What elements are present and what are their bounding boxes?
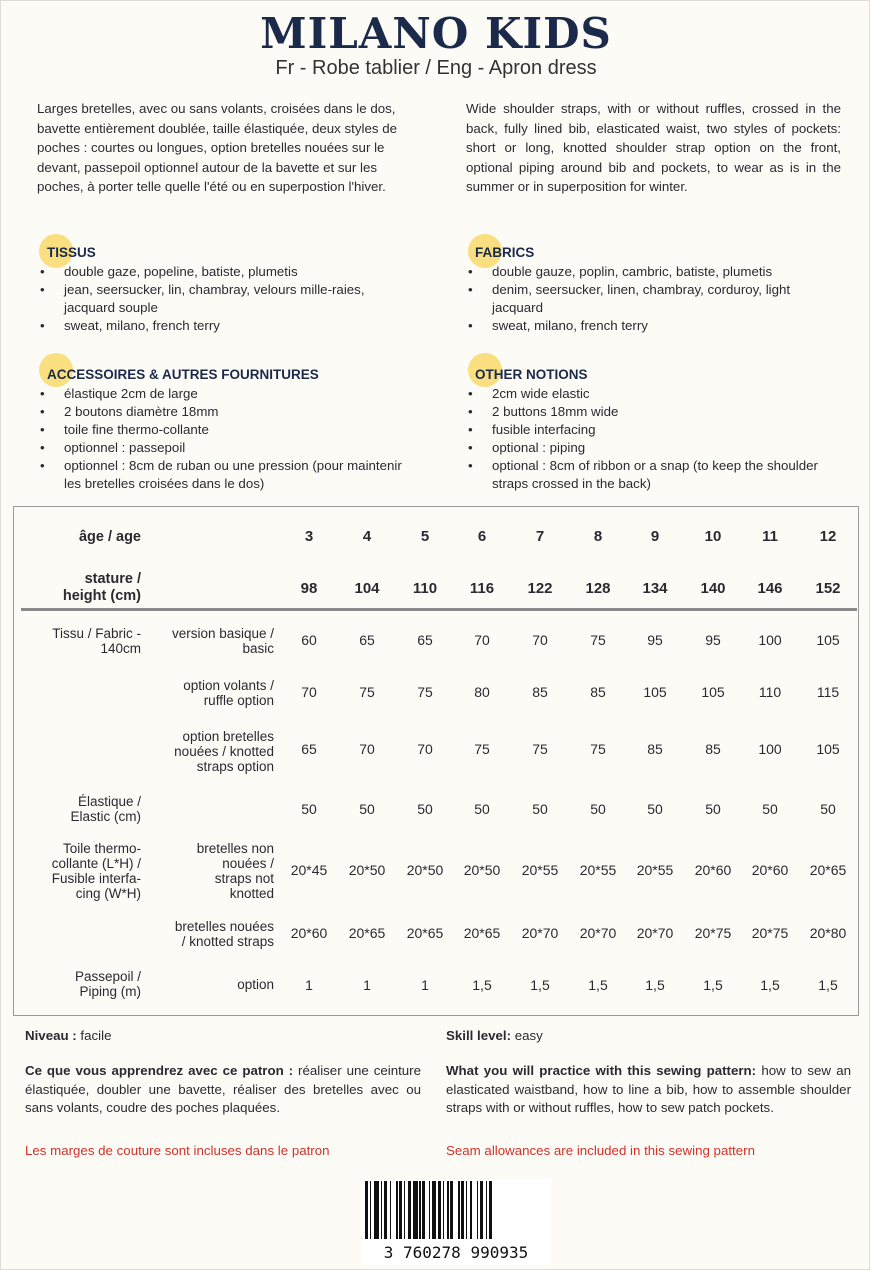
table-cell: 20*60: [694, 862, 732, 878]
age-cell: 3: [304, 528, 314, 545]
barcode-bars: [365, 1181, 547, 1239]
row-sub-label: version basique / basic: [171, 626, 274, 656]
table-cell: 50: [705, 801, 721, 817]
table-cell: 95: [705, 632, 721, 648]
table-cell: 20*75: [751, 925, 789, 941]
height-cell: 116: [469, 580, 495, 597]
table-cell: 1,5: [760, 977, 780, 993]
table-cell: 1: [305, 977, 313, 993]
table-cell: 100: [758, 741, 782, 757]
table-header-divider: [21, 608, 857, 611]
table-cell: 70: [417, 741, 433, 757]
age-cell: 12: [819, 528, 837, 545]
table-cell: 65: [359, 632, 375, 648]
age-cell: 6: [477, 528, 487, 545]
row-sub-label: option volants / ruffle option: [183, 678, 274, 708]
table-cell: 20*50: [463, 862, 501, 878]
row-group-label: Toile thermo- collante (L*H) / Fusible interfa- cing (W*H): [51, 841, 141, 901]
table-cell: 105: [816, 632, 840, 648]
age-cell: 8: [593, 528, 603, 545]
page-title: MILANO KIDS: [260, 9, 612, 58]
table-cell: 75: [532, 741, 548, 757]
table-cell: 50: [590, 801, 606, 817]
table-cell: 1,5: [703, 977, 723, 993]
table-cell: 75: [474, 741, 490, 757]
table-cell: 70: [301, 684, 317, 700]
table-cell: 20*55: [521, 862, 559, 878]
table-cell: 20*70: [521, 925, 559, 941]
table-cell: 85: [647, 741, 663, 757]
list-item: • sweat, milano, french terry: [466, 317, 841, 335]
barcode: [361, 1179, 551, 1265]
level-fr: Niveau : facile: [25, 1028, 112, 1043]
table-cell: 105: [701, 684, 725, 700]
table-cell: 20*80: [809, 925, 847, 941]
list-item: • jean, seersucker, lin, chambray, velours mille-raies, jacquard souple: [38, 281, 408, 317]
table-cell: 20*50: [348, 862, 386, 878]
table-cell: 20*60: [290, 925, 328, 941]
table-cell: 95: [647, 632, 663, 648]
table-cell: 50: [820, 801, 836, 817]
row-sub-label: option: [237, 977, 274, 992]
table-cell: 65: [417, 632, 433, 648]
age-cell: 5: [420, 528, 430, 545]
notions-en-title: OTHER NOTIONS: [475, 367, 588, 382]
age-header: âge / age: [78, 529, 141, 545]
row-sub-label: bretelles nouées / knotted straps: [174, 919, 274, 949]
table-cell: 105: [816, 741, 840, 757]
fabrics-fr-list: [38, 263, 408, 335]
list-item: • optionnel : 8cm de ruban ou une pression (pour maintenir les bretelles croisées dans le dos): [38, 457, 413, 493]
table-cell: 20*45: [290, 862, 328, 878]
intro-en: Wide shoulder straps, with or without ruffles, crossed in the back, fully lined bib, elasticated waist, two styles of pockets: short or long, knotted shoulder strap option on the front, optional piping around bib and pockets, to wear as is in the summer or in superposition for winter.: [466, 101, 841, 194]
table-cell: 65: [301, 741, 317, 757]
height-cell: 152: [815, 580, 841, 597]
table-cell: 75: [590, 741, 606, 757]
table-cell: 110: [758, 684, 782, 700]
list-item: • optional : 8cm of ribbon or a snap (to keep the shoulder straps crossed in the back): [466, 457, 841, 493]
table-cell: 105: [643, 684, 667, 700]
age-cell: 9: [650, 528, 660, 545]
barcode-number: 3 760278 990935: [383, 1243, 529, 1262]
list-item: • élastique 2cm de large: [38, 385, 413, 403]
height-cell: 110: [412, 580, 438, 597]
table-cell: 1: [421, 977, 429, 993]
list-item: • toile fine thermo-collante: [38, 421, 413, 439]
list-item: • double gauze, poplin, cambric, batiste, plumetis: [466, 263, 841, 281]
learn-en: What you will practice with this sewing pattern: how to sew an elasticated waistband, how to line a bib, how to assemble shoulder straps with or without ruffles, how to sew patch pockets.: [446, 1063, 851, 1115]
table-cell: 20*65: [809, 862, 847, 878]
table-cell: 20*55: [636, 862, 674, 878]
list-item: • 2cm wide elastic: [466, 385, 841, 403]
table-cell: 85: [590, 684, 606, 700]
list-item: • double gaze, popeline, batiste, plumetis: [38, 263, 408, 281]
fabrics-fr-title: TISSUS: [47, 245, 96, 260]
age-cell: 11: [762, 528, 778, 545]
table-cell: 85: [532, 684, 548, 700]
row-group-label: Tissu / Fabric - 140cm: [52, 626, 141, 656]
notions-fr-title: ACCESSOIRES & AUTRES FOURNITURES: [47, 367, 319, 382]
list-item: • optionnel : passepoil: [38, 439, 413, 457]
table-cell: 70: [532, 632, 548, 648]
height-cell: 140: [700, 580, 726, 597]
list-item: • 2 boutons diamètre 18mm: [38, 403, 413, 421]
row-sub-label: option bretelles nouées / knotted straps option: [174, 729, 274, 774]
table-cell: 75: [359, 684, 375, 700]
table-cell: 50: [359, 801, 375, 817]
notions-fr-list: [38, 385, 413, 493]
table-cell: 75: [590, 632, 606, 648]
table-cell: 50: [532, 801, 548, 817]
list-item: • optional : piping: [466, 439, 841, 457]
table-cell: 80: [474, 684, 490, 700]
table-cell: 50: [647, 801, 663, 817]
height-cell: 122: [527, 580, 553, 597]
age-cell: 4: [362, 528, 372, 545]
table-cell: 50: [762, 801, 778, 817]
table-cell: 70: [359, 741, 375, 757]
height-cell: 146: [757, 580, 783, 597]
table-cell: 1,5: [472, 977, 492, 993]
height-cell: 104: [354, 580, 380, 597]
level-en: Skill level: easy: [446, 1028, 543, 1043]
table-cell: 20*70: [636, 925, 674, 941]
table-cell: 20*60: [751, 862, 789, 878]
table-cell: 20*50: [406, 862, 444, 878]
table-cell: 20*70: [579, 925, 617, 941]
list-item: • fusible interfacing: [466, 421, 841, 439]
page-subtitle: Fr - Robe tablier / Eng - Apron dress: [275, 57, 597, 79]
height-cell: 98: [300, 580, 318, 597]
age-cell: 10: [704, 528, 722, 545]
height-cell: 134: [642, 580, 668, 597]
table-cell: 20*55: [579, 862, 617, 878]
row-group-label: Élastique / Elastic (cm): [70, 794, 141, 824]
table-cell: 70: [474, 632, 490, 648]
fabrics-en-title: FABRICS: [475, 245, 535, 260]
seam-note-en: Seam allowances are included in this sewing pattern: [446, 1143, 755, 1158]
table-cell: 1,5: [588, 977, 608, 993]
notions-en-list: [466, 385, 841, 493]
seam-note-fr: Les marges de couture sont incluses dans le patron: [25, 1143, 330, 1158]
height-cell: 128: [585, 580, 611, 597]
table-cell: 75: [417, 684, 433, 700]
table-cell: 50: [301, 801, 317, 817]
row-group-label: Passepoil / Piping (m): [74, 969, 141, 999]
age-cell: 7: [535, 528, 545, 545]
table-cell: 20*65: [348, 925, 386, 941]
fabrics-en-list: [466, 263, 841, 335]
table-cell: 50: [417, 801, 433, 817]
table-cell: 50: [474, 801, 490, 817]
table-cell: 1,5: [645, 977, 665, 993]
intro-fr: Larges bretelles, avec ou sans volants, croisées dans le dos, bavette entièrement doublée, taille élastiquée, deux styles de poches : courtes ou longues, option bretelles nouées sur le devant, passepoil optionnel autour de la bavette et sur les poches, à porter telle quelle l'été ou en superpostion l'hiver.: [37, 101, 397, 194]
table-cell: 100: [758, 632, 782, 648]
list-item: • sweat, milano, french terry: [38, 317, 408, 335]
height-header: stature / height (cm): [62, 571, 141, 604]
learn-fr: Ce que vous apprendrez avec ce patron : réaliser une ceinture élastiquée, doubler une bavette, réaliser des bretelles avec ou sans volants, coudre des poches plaquées.: [25, 1063, 422, 1115]
table-cell: 20*65: [463, 925, 501, 941]
table-cell: 85: [705, 741, 721, 757]
table-cell: 20*65: [406, 925, 444, 941]
table-cell: 60: [301, 632, 317, 648]
table-cell: 1: [363, 977, 371, 993]
list-item: • 2 buttons 18mm wide: [466, 403, 841, 421]
table-cell: 1,5: [530, 977, 550, 993]
table-cell: 20*75: [694, 925, 732, 941]
table-cell: 115: [816, 684, 840, 700]
row-sub-label: bretelles non nouées / straps not knotted: [196, 841, 274, 901]
table-cell: 1,5: [818, 977, 838, 993]
list-item: • denim, seersucker, linen, chambray, corduroy, light jacquard: [466, 281, 841, 317]
